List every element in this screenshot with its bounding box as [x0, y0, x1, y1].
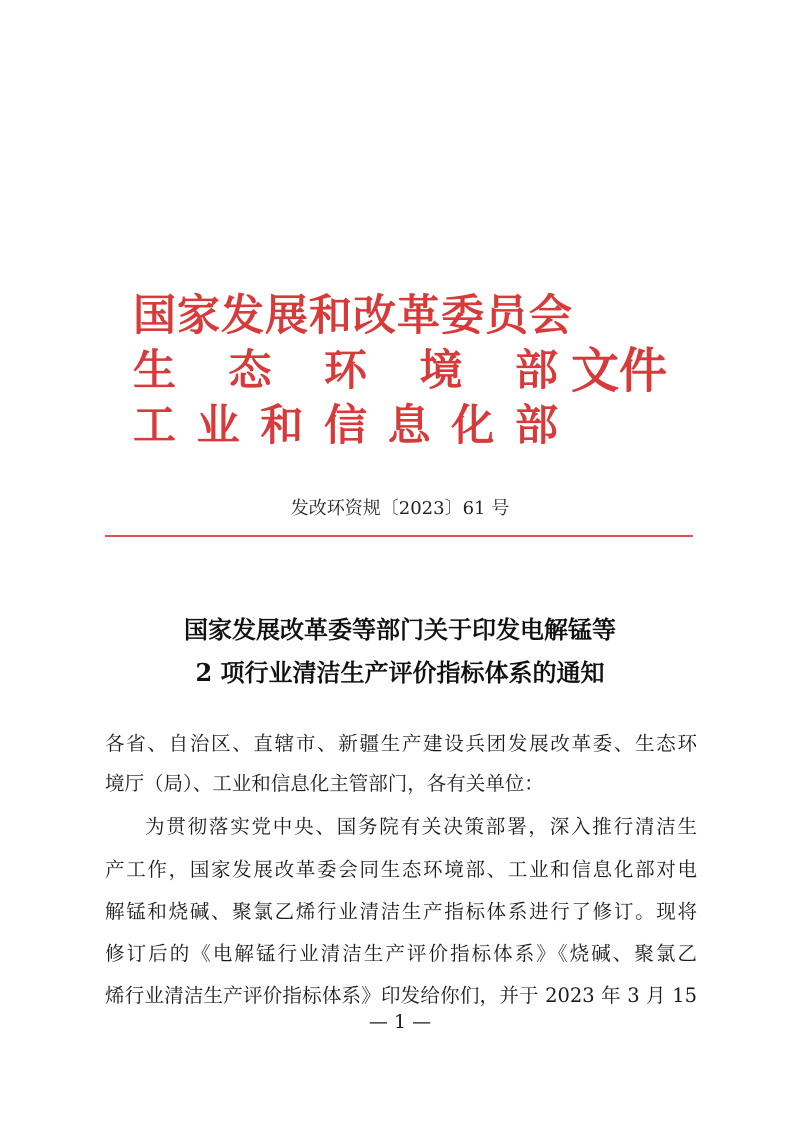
paragraph-line: 为贯彻落实党中央、国务院有关决策部署，深入推行清洁生: [145, 815, 697, 838]
paragraph-line: 修订后的《电解锰行业清洁生产评价指标体系》《烧碱、聚氯乙: [105, 942, 697, 965]
document-number: 发改环资规〔2023〕61 号: [290, 498, 510, 519]
issuer-miit-char: 息: [387, 401, 431, 451]
issuer-miit-char: 部: [514, 401, 558, 451]
issuer-mee-char: 生: [133, 346, 176, 396]
issuer-mee: [133, 344, 558, 398]
red-separator-line: [105, 535, 693, 537]
issuer-document-suffix: 文件: [571, 343, 668, 399]
issuer-miit-char: 化: [451, 401, 495, 451]
paragraph-line: 烯行业清洁生产评价指标体系》印发给你们，并于 2023 年 3 月 15: [105, 984, 697, 1007]
issuer-miit-char: 和: [260, 401, 304, 451]
issuer-mee-char: 环: [324, 346, 367, 396]
issuer-miit-char: 信: [323, 401, 367, 451]
addressee-line: 各省、自治区、直辖市、新疆生产建设兵团发展改革委、生态环: [105, 732, 697, 755]
issuer-mee-char: 境: [419, 346, 463, 396]
issuer-mee-char: 部: [515, 346, 558, 396]
paragraph-line: 产工作，国家发展改革委会同生态环境部、工业和信息化部对电: [105, 858, 697, 881]
issuer-header: [133, 289, 693, 459]
issuer-mee-char: 态: [228, 346, 272, 396]
issuer-ndrc: 国家发展和改革委员会: [133, 291, 573, 341]
document-title-line1: 国家发展改革委等部门关于印发电解锰等: [184, 615, 616, 644]
paragraph-line: 解锰和烧碱、聚氯乙烯行业清洁生产指标体系进行了修订。现将: [105, 900, 697, 923]
document-title-line2: 2 项行业清洁生产评价指标体系的通知: [195, 658, 605, 687]
issuer-miit-char: 业: [196, 401, 240, 451]
addressee-line: 境厅（局）、工业和信息化主管部门，各有关单位：: [105, 772, 544, 795]
page-number: — 1 —: [368, 1011, 432, 1033]
issuer-miit: [133, 399, 558, 453]
issuer-miit-char: 工: [133, 401, 176, 451]
